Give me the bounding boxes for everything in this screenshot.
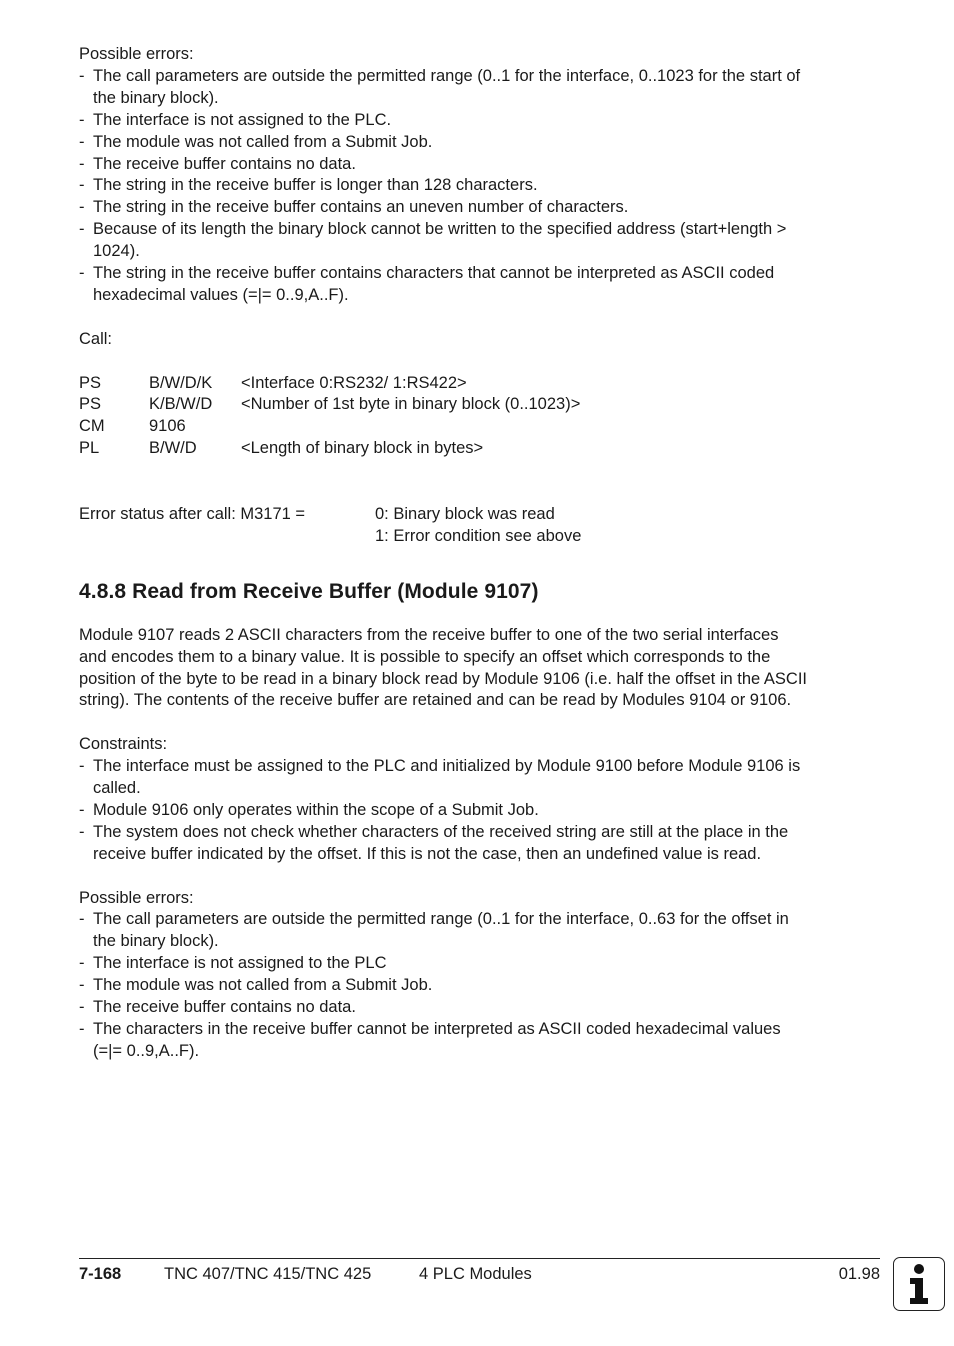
error-status — [79, 504, 879, 548]
list-item: - The module was not called from a Submit Job. — [79, 132, 433, 151]
section-heading: 4.8.8 Read from Receive Buffer (Module 9107) — [79, 579, 539, 603]
constraints-list — [79, 756, 879, 866]
list-item: - Because of its length the binary block cannot be written to the specified address (start+length > 1024). — [79, 220, 787, 261]
list-item: - The interface is not assigned to the PLC — [79, 954, 387, 973]
page-number: 7-168 — [79, 1265, 122, 1283]
list-item: - The string in the receive buffer contains characters that cannot be interpreted as ASCII coded hexadecimal values (=|= 0..9,A..F). — [79, 264, 775, 304]
list-item: - The string in the receive buffer contains an uneven number of characters. — [79, 198, 629, 217]
info-icon — [893, 1257, 945, 1311]
footer-chapter: 4 PLC Modules — [419, 1265, 532, 1283]
call-row: PS B/W/D/K <Interface 0:RS232/ 1:RS422> — [79, 373, 467, 392]
list-item: - The call parameters are outside the permitted range (0..1 for the interface, 0..63 for the offset in the binary block). — [79, 910, 789, 951]
list-item: - The system does not check whether characters of the received string are still at the place in the receive buffer indicated by the offset. If this is not the case, then an undefined value is read. — [79, 822, 789, 863]
call-table — [79, 373, 879, 461]
error-status-label: Error status after call: M3171 = — [79, 504, 306, 523]
constraints-heading: Constraints: — [79, 735, 168, 754]
list-item: - The receive buffer contains no data. — [79, 154, 356, 173]
call-row: PL B/W/D <Length of binary block in bytes> — [79, 439, 484, 458]
footer-date: 01.98 — [838, 1265, 880, 1283]
page-body — [79, 44, 879, 1063]
error-status-value: 1: Error condition see above — [375, 526, 582, 545]
list-item: - The module was not called from a Submit Job. — [79, 976, 433, 995]
list-item: - The call parameters are outside the permitted range (0..1 for the interface, 0..1023 for the start of the binary block). — [79, 66, 801, 107]
call-row: CM 9106 — [79, 417, 186, 436]
call-heading: Call: — [79, 329, 113, 348]
footer-model: TNC 407/TNC 415/TNC 425 — [164, 1265, 372, 1283]
intro-paragraph: Module 9107 reads 2 ASCII characters from the receive buffer to one of the two serial interfaces and encodes them to a binary value. It is possible to specify an offset which corresponds to the position of the byte to be read in a binary block read by Module 9106 (i.e. half the offset in the ASCII string). The contents of the receive buffer are retained and can be read by Modules 9104 or 9106. — [79, 625, 807, 710]
list-item: - The receive buffer contains no data. — [79, 998, 356, 1017]
page-footer — [79, 1258, 880, 1289]
list-item: - The interface must be assigned to the PLC and initialized by Module 9100 before Module 9106 is called. — [79, 757, 801, 798]
errors-list — [79, 66, 879, 307]
error-status-value: 0: Binary block was read — [375, 504, 555, 523]
errors-heading: Possible errors: — [79, 888, 194, 907]
errors-heading: Possible errors: — [79, 45, 194, 63]
call-row: PS K/B/W/D <Number of 1st byte in binary block (0..1023)> — [79, 395, 581, 414]
list-item: - Module 9106 only operates within the scope of a Submit Job. — [79, 800, 539, 819]
list-item: - The characters in the receive buffer cannot be interpreted as ASCII coded hexadecimal values (=|= 0..9,A..F). — [79, 1019, 781, 1060]
list-item: - The interface is not assigned to the PLC. — [79, 110, 392, 129]
list-item: - The string in the receive buffer is longer than 128 characters. — [79, 176, 538, 195]
errors-list — [79, 909, 879, 1062]
